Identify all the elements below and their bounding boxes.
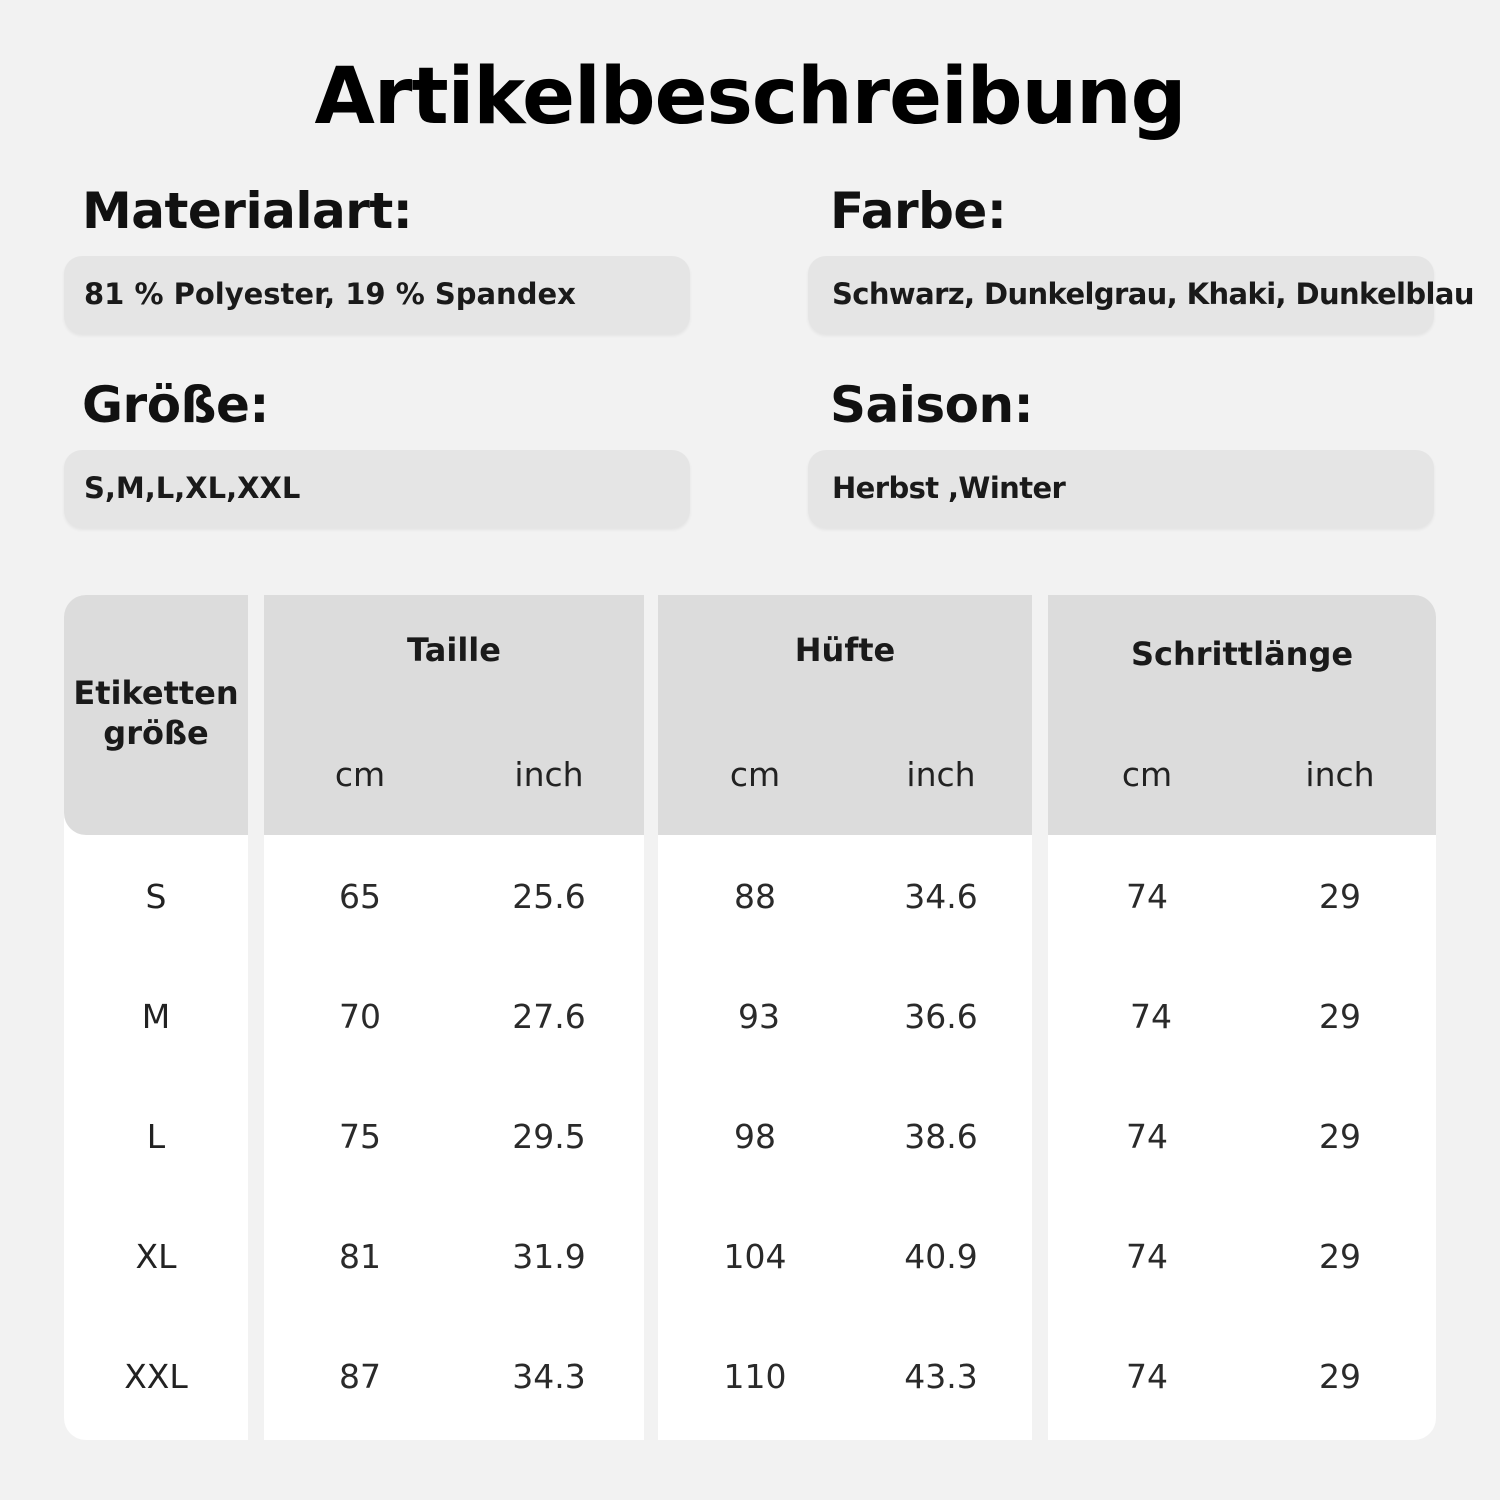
label-header-line1: Etiketten [73,674,239,712]
group-header-taille: Taille [407,631,501,669]
season-label: Saison: [830,376,1034,434]
cell-xl-taille-cm: 81 [339,1237,381,1276]
row-label-1: M [141,997,171,1036]
cell-l-schritt-cm: 74 [1126,1117,1168,1156]
cell-xxl-taille-cm: 87 [339,1357,381,1396]
page-title: Artikelbeschreibung [314,52,1186,142]
unit-header-taille-cm: cm [334,755,386,794]
cell-s-huefte-inch: 34.6 [904,877,978,916]
row-label-3: XL [135,1237,177,1276]
unit-header-huefte-cm: cm [729,755,781,794]
cell-xxl-schritt-inch: 29 [1319,1357,1361,1396]
cell-xl-schritt-inch: 29 [1319,1237,1361,1276]
cell-xl-huefte-inch: 40.9 [904,1237,978,1276]
size-value: S,M,L,XL,XXL [84,471,301,505]
table-column-label [64,595,248,1440]
table-group-huefte [658,595,1032,1440]
unit-header-taille-inch: inch [514,755,584,794]
row-label-0: S [145,877,167,916]
table-header-taille [264,595,644,835]
cell-xl-schritt-cm: 74 [1126,1237,1168,1276]
season-value-box [808,450,1434,528]
cell-m-huefte-cm: 93 [738,997,780,1036]
unit-header-huefte-inch: inch [906,755,976,794]
cell-s-taille-inch: 25.6 [512,877,586,916]
season-value: Herbst ,Winter [832,471,1066,505]
table-header-cell-label [64,595,248,835]
cell-l-schritt-inch: 29 [1319,1117,1361,1156]
table-header-huefte [658,595,1032,835]
cell-xxl-huefte-cm: 110 [723,1357,787,1396]
unit-header-schrittlaenge-inch: inch [1305,755,1375,794]
group-header-schrittlaenge: Schrittlänge [1130,635,1354,673]
cell-l-taille-cm: 75 [339,1117,381,1156]
material-value-box [64,256,690,334]
cell-s-schritt-cm: 74 [1126,877,1168,916]
cell-l-taille-inch: 29.5 [512,1117,586,1156]
cell-s-huefte-cm: 88 [734,877,776,916]
cell-xxl-taille-inch: 34.3 [512,1357,586,1396]
material-label: Materialart: [82,182,413,240]
cell-s-schritt-inch: 29 [1319,877,1361,916]
cell-xl-huefte-cm: 104 [723,1237,787,1276]
table-group-taille [264,595,644,1440]
cell-m-schritt-cm: 74 [1130,997,1172,1036]
cell-m-huefte-inch: 36.6 [904,997,978,1036]
label-header-line2: größe [103,714,209,752]
label-header [64,673,248,753]
cell-xxl-schritt-cm: 74 [1126,1357,1168,1396]
table-header-schrittlaenge [1048,595,1436,835]
size-label: Größe: [82,376,269,434]
material-value: 81 % Polyester, 19 % Spandex [84,277,576,311]
cell-m-taille-cm: 70 [339,997,381,1036]
size-value-box [64,450,690,528]
cell-m-schritt-inch: 29 [1319,997,1361,1036]
group-header-huefte: Hüfte [794,631,896,669]
cell-m-taille-inch: 27.6 [512,997,586,1036]
color-label: Farbe: [830,182,1007,240]
cell-xxl-huefte-inch: 43.3 [904,1357,978,1396]
row-label-2: L [146,1117,166,1156]
unit-header-schrittlaenge-cm: cm [1121,755,1173,794]
row-label-4: XXL [124,1357,188,1396]
color-value: Schwarz, Dunkelgrau, Khaki, Dunkelblau [832,277,1474,311]
color-value-box [808,256,1474,334]
cell-l-huefte-cm: 98 [734,1117,776,1156]
cell-xl-taille-inch: 31.9 [512,1237,586,1276]
cell-s-taille-cm: 65 [339,877,381,916]
cell-l-huefte-inch: 38.6 [904,1117,978,1156]
table-group-schrittlaenge [1048,595,1436,1440]
